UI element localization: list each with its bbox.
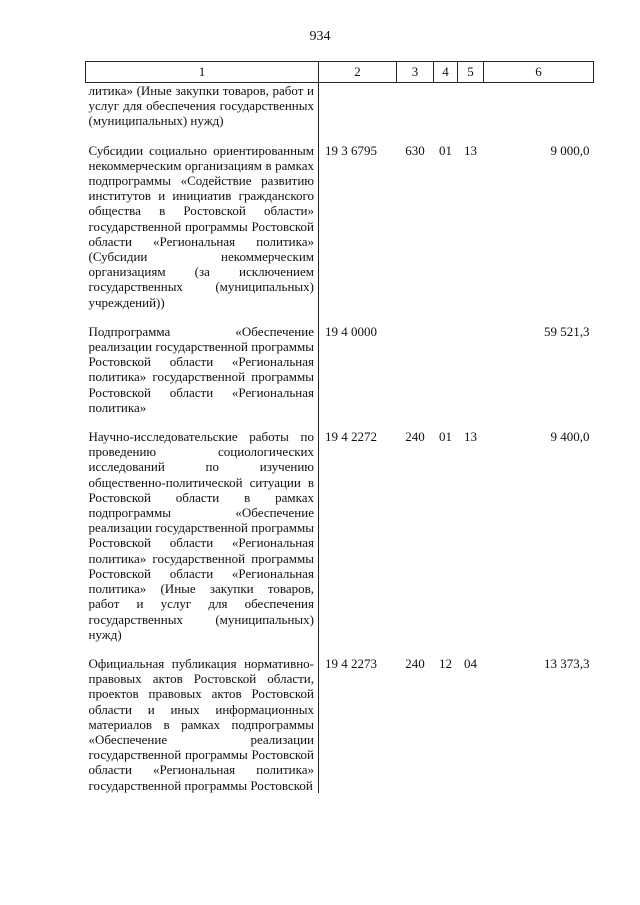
- row-section: 01: [439, 142, 452, 158]
- row-target-code: 19 4 2273: [325, 655, 377, 671]
- budget-table: [85, 61, 594, 793]
- row-description: Подпрограмма «Обеспечение реализации государственной программы Ростовской области «Региональная политика» государственной программы Ростовской области «Региональная политика»: [86, 324, 319, 429]
- table-row: [86, 324, 594, 429]
- row-amount: [484, 83, 594, 143]
- table-row: [86, 83, 594, 143]
- table-header: [86, 62, 594, 83]
- row-section: 12: [439, 655, 452, 671]
- row-subsection: [458, 324, 484, 429]
- row-description: Официальная публикация нормативно-правовых актов Ростовской области, проектов правовых актов Ростовской области и иных информационных материалов в рамках подпрограммы «Обеспечение реализации государственной программы Ростовской области «Региональная политика» государственной программы Ростовской: [86, 656, 319, 793]
- header-col-2: 2: [319, 62, 397, 83]
- row-amount: 9 000,0: [550, 142, 590, 158]
- row-target-code: 19 3 6795: [325, 142, 377, 158]
- row-section: 01: [439, 429, 452, 445]
- header-col-5: 5: [458, 62, 484, 83]
- row-subsection: 13: [464, 429, 477, 445]
- header-col-3: 3: [397, 62, 434, 83]
- row-subsection: 13: [464, 142, 477, 158]
- row-description: литика» (Иные закупки товаров, работ и услуг для обеспечения государственных (муниципальных) нужд): [86, 83, 319, 143]
- header-col-1: 1: [86, 62, 319, 83]
- row-target-code: 19 4 0000: [325, 323, 377, 339]
- table-row: [86, 429, 594, 656]
- row-description: Субсидии социально ориентированным некоммерческим организациям в рамках подпрограммы «Содействие развитию институтов и инициатив гражданского общества в Ростовской области» государственной программы Ростовской области «Региональная политика» (Субсидии некоммерческим организациям (за исключением государственных (муниципальных) учреждений)): [86, 143, 319, 324]
- row-amount: 13 373,3: [544, 655, 590, 671]
- row-section: [434, 324, 458, 429]
- table-row: [86, 656, 594, 793]
- row-description: Научно-исследовательские работы по проведению социологических исследований по изучению общественно-политической ситуации в Ростовской области в рамках подпрограммы «Обеспечение реализации государственной программы Ростовской области «Региональная политика» государственной программы Ростовской области «Региональная политика» (Иные закупки товаров, работ и услуг для обеспечения государственных (муниципальных) нужд): [86, 429, 319, 656]
- row-subsection: 04: [464, 655, 477, 671]
- row-amount: 59 521,3: [544, 323, 590, 339]
- row-expense-type: 630: [405, 142, 425, 158]
- page-number: 934: [309, 29, 331, 44]
- table-row: [86, 143, 594, 324]
- row-expense-type: [397, 83, 434, 143]
- header-col-4: 4: [434, 62, 458, 83]
- row-expense-type: 240: [405, 655, 425, 671]
- row-amount: 9 400,0: [550, 429, 590, 445]
- header-row: [86, 62, 594, 83]
- row-target-code: 19 4 2272: [325, 429, 377, 445]
- row-subsection: [458, 83, 484, 143]
- row-target-code: [319, 83, 397, 143]
- header-col-6: 6: [484, 62, 594, 83]
- row-expense-type: 240: [405, 429, 425, 445]
- row-expense-type: [397, 324, 434, 429]
- row-section: [434, 83, 458, 143]
